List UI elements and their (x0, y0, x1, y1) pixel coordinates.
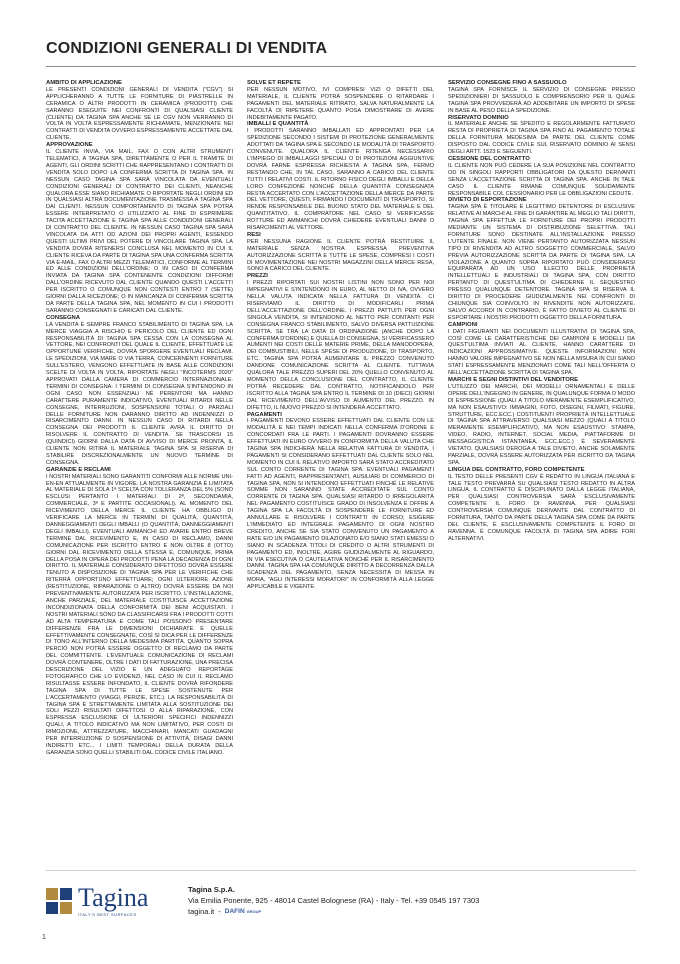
section-heading: PAGAMENTI (247, 411, 282, 418)
section-heading: DIVIETO DI ESPORTAZIONE (448, 197, 527, 204)
section-text: IL TESTO DELLE PRESENTI CGV È REDATTO IN LINGUA ITALIANA E TALE TESTO PREVARRÀ SU QUALSIASI TESTO REDATTO IN ALTRA LINGUA. IL CONTRATTO È DISCIPLINATO DALLA LEGGE ITALIANA, PER QUALSIASI CONTROVERSIA SARÀ ESCLUSIVAMENTE COMPETENTE IL FORO DI RAVENNA. PER QUALSIASI CONTROVERSIA COMUNQUE DERIVANTE DAL CONTRATTO DI FORNITURA, TANTO DA PARTE DELLA TAGINA SPA COME DA PARTE DEL CLIENTE, È ESCLUSIVAMENTE COMPETENTE IL FORO DI RAVENNA. È COMUNQUE FACOLTÀ DI TAGINA SPA ADIRE FORI ALTERNATIVI. (448, 473, 635, 542)
section-heading: CESSIONE DEL CONTRATTO (448, 155, 530, 162)
section-text: I PAGAMENTI DEVONO ESSERE EFFETTUATI DAL CLIENTE CON LE MODALITÀ E NEI TEMPI INDICATI NELLA CONFERMA D'ORDINE E CONCORDATI FRA LE PARTI. I PAGAMENTI DOVRANNO ESSERE EFFETTUATI IN EURO OVVERO IN CONFORMITÀ DELLA VALUTA CHE TAGINA SPA INDICHERÀ NELLA RELATIVA FATTURA DI VENDITA. I PAGAMENTI SI CONSIDERANO EFFETTUATI DAL CLIENTE SOLO NEL MOMENTO IN CUI IL RELATIVO IMPORTO SARÀ STATO ACCREDITATO SUL CONTO CORRENTE DI TAGINA SPA. EVENTUALI PAGAMENTI FATTI AD AGENTI, RAPPRESENTANTI, AUSILIARI DI COMMERCIO DI TAGINA SPA, NON SI INTENDONO EFFETTUATI FINCHÉ LE RELATIVE SOMME NON SARANNO STATE ACCREDITATE SUL CONTO CORRENTE DI TAGINA SPA. QUALSIASI RITARDO O IRREGOLARITÀ NEL PAGAMENTO COSTITUISCE GRADO DI INSOLVENZA E OFFRE A TAGINA SPA LA FACOLTÀ DI SOSPENDERE LE FORNITURE ED ANNULLARE E RISOLVERE I CONTRATTI IN CORSO; ESIGERE L'IMMEDIATO ED INTEGRALE PAGAMENTO DI OGNI NOSTRO CREDITO, ANCHE SE SIA STATO CONVENUTO UN PAGAMENTO A RATE E/O UN PAGAMENTO DILAZIONATO E/O SIANO STATI EMESSI O SIANO IN SCADENZA TITOLI DI CREDITO O ALTRI STRUMENTI DI PAGAMENTO ED, INOLTRE, AGIRE GIUDIZIALMENTE AL RIGUARDO, IN VIA ESECUTIVA O CAUTELATIVA NONCHÉ PER IL RISARCIMENTO DANNI. TAGINA SPA HA COMUNQUE DIRITTO A DECORRENZA DALLA SCADENZA DEL PAGAMENTO, SENZA NECESSITÀ DI MESSA IN MORA, "AGLI INTERESSI MORATORI" IN CONFORMITÀ ALLA LEGGE APPLICABILE E VIGENTE. (247, 418, 434, 591)
section-heading: SERVIZIO CONSEGNE FINO A SASSUOLO (448, 80, 567, 86)
company-info (188, 884, 479, 917)
column-1 (46, 80, 233, 860)
section-text: IL CLIENTE NON PUÒ CEDERE LA SUA POSIZIONE NEL CONTRATTO OD IN SINGOLI RAPPORTI OBBLIGATORI DA QUESTO DERIVANTI SENZA L'ACCETTAZIONE SCRITTA DI TAGINA SPA. ANCHE IN TALE CASO IL CLIENTE RIMANE COMUNQUE SOLIDAMENTE RESPONSABILE COL CESSIONARIO PER LE OBBLIGAZIONI CEDUTE. (448, 162, 635, 197)
footer-divider (46, 870, 636, 871)
tile-mark-icon (46, 888, 72, 914)
dafin-group-logo: DAFIN GROUP (224, 908, 262, 915)
brand-tagline: ITALY'S BEST SURFACES (78, 912, 137, 917)
section-text: PER NESSUNA RAGIONE IL CLIENTE POTRÀ RESTITUIRE IL MATERIALE SENZA NOSTRA ESPRESSA PREVENTIVA AUTORIZZAZIONE SCRITTA E TUTTE LE SPESE, COMPRESI I COSTI DI MOVIMENTAZIONE NEI NOSTRI MAGAZZINI DELLA MERCE RESA, SONO A CARICO DEL CLIENTE. (247, 238, 434, 273)
section-heading: MARCHI E SEGNI DISTINTIVI DEL VENDITORE (448, 376, 579, 383)
company-address: Via Emilia Ponente, 925 - 48014 Castel Bolognese (RA) - Italy - Tel. +39 0545 197 7303 (188, 896, 480, 905)
section-text: L'UTILIZZO DEI MARCHI, DEI MODELLI ORNAMENTALI E DELLE OPERE DELL'INGEGNO IN GENERE, IN QUALUNQUE FORMA O MODO DI ESPRESSIONE (QUALI A TITOLO MERAMENTE ESEMPLIFICATIVO, MA NON ESAUSTIVO: IMMAGINI, FOTO, DISEGNI, FILMATI, FIGURE, STRUTTURE, ECC.ECC.) COSTITUENTI PROPRIETÀ INTELLETTUALE DI TAGINA SPA ATTRAVERSO QUALSIASI MEZZO (QUALI A TITOLO MERAMENTE ESEMPLIFICATIVO, MA NON ESAUSTIVO: STAMPA, VIDEO, RADIO, INTERNET, SOCIAL MEDIA, PIATTAFORME DI MESSAGGISTICA ISTANTANEA, ECC.ECC.) È SEVERAMENTE VIETATO. QUALSIASI DEROGA A TALE DIVIETO, ANCHE SOLAMENTE PARZIALE, DOVRÀ ESSERE AUTORIZZATA PER ISCRITTO DA TAGINA SPA. (448, 383, 635, 466)
section-heading: IMBALLI E QUANTITÀ (247, 121, 309, 128)
section-text: LE PRESENTI CONDIZIONI GENERALI DI VENDITA ("CGV") SI APPLICHERANNO A TUTTE LE FORNITURE DI PIASTRELLE IN CERAMICA O ALTRI PRODOTTI IN CERAMICA (PRODOTTI) CHE SARANNO ESEGUITE NEI CONFRONTI DI QUALSIASI CLIENTE (CLIENTE) DA TAGINA SPA ANCHE SE LE CGV NON VERRANNO DI VOLTA IN VOLTA ESPRESSAMENTE RICHIAMATE, MENZIONATE NEI CONTRATTI DI VENDITA OVVERO ESPRESSAMENTE ACCETTATE DAL CLIENTE. (46, 86, 233, 142)
section-heading: GARANZIE E RECLAMI (46, 466, 111, 473)
brand-name: Tagina (78, 883, 149, 912)
section-text: I NOSTRI MATERIALI SONO GARANTITI CONFORMI ALLE NORME UNI-EN-EN ATTUALMENTE IN VIGORE. LA NOSTRA GARANZIA È LIMITATA AL MATERIALE DI SOLA 1ª SCELTA CON TOLLERANZA DEL 5% (SONO ESCLUSI PERTANTO I MATERIALI DI 2ª, SECONDAMIA, COMMERCIALE, 3ª E PARTITE OCCASIONALI). AL MOMENTO DEL RICEVIMENTO DELLA MERCE IL CLIENTE HA OBBLIGO DI VERIFICARE LA MERCE IN TERMINI DI QUALITÀ, QUANTITÀ, DANNEGGIAMENTI DEGLI IMBALLI (O QUANTITÀ, DANNEGGIAMENTI DEGLI IMBALLI). EVENTUALI AMMANCHI ED AVARIE ENTRO BREVE TERMINE DAL RICEVIMENTO E, IN CASO DI RECLAMO, DANNI COMUNICAZIONE PER ISCRITTO ENTRO E NON OLTRE 8 (OTTO) GIORNI DAL RICEVIMENTO DELLA STESSA E, COMUNQUE, PRIMA DELLA POSA IN OPERA DEI PRODOTTI PENA LA DECADENZA DI OGNI DIRITTO. IL MATERIALE CONSIDERATO DIFETTOSO DOVRÀ ESSERE TENUTO A DISPOSIZIONE DI TAGINA SPA PER LE VERIFICHE CHE RITERRÀ OPPORTUNO EFFETTUARE; OGNI ULTERIORE AZIONE (RESTITUZIONE, RIPARAZIONE O ALTRO) DOVRÀ ESSERE DA NOI PREVENTIVAMENTE AUTORIZZATA PER ISCRITTO. L'INSTALLAZIONE, ANCHE PARZIALE, DEL MATERIALE COSTITUISCE ACCETTAZIONE INCONDIZIONATA DELLA CONFORMITÀ DEI BENI ACQUISTATI. I NOSTRI MATERIALI SONO DA CLASSIFICARSI FRA I PRODOTTI COTTI AD ALTA TEMPERATURA E COME TALI POSSONO PRESENTARE DIFFERENZE FRA LE DIMENSIONI DICHIARATE E QUELLE EFFETTIVAMENTE CONSEGNATE, COSÌ SI DICA PER LE DIFFERENZE DI TONO ALL'INTERNO DELLA MEDESIMA PARTITA. QUANTO SOPRA PERCIÒ NON POTRÀ ESSERE OGGETTO DI RECLAMO DA PARTE DEL COMMITTENTE. L'EVENTUALE COMUNICAZIONE DI RECLAMI DOVRÀ CONTENERE, OLTRE I DATI DI FATTURAZIONE, UNA PRECISA DESCRIZIONE DEL VIZIO E UN ADEGUATO REPORTAGE FOTOGRAFICO CHE LO EVIDENZI, NEL CASO IN CUI IL RECLAMO RISULTASSE ESSERE INFONDATO, IL CLIENTE DOVRÀ RIFONDERE TAGINA SPA DI TUTTE LE SPESE SOSTENUTE PER L'ACCERTAMENTO (VIAGGI, PERIZIE, ETC.). LA RESPONSABILITÀ DI TAGINA SPA È STRETTAMENTE LIMITATA ALLA SOSTITUZIONE DEI SOLI PEZZI RISULTATI DIFETTOSI O ALLA RIPARAZIONE, CON ESPRESSA ESCLUSIONE DI ULTERIORI SPECIFICI INDENNIZZI QUALI, A TITOLO INDICATIVO MA NON LIMITATIVO, PER COSTI DI RIMOZIONE, ATTREZZATURE, MACCHINARI, MANCATI GUADAGNI PER INTERRUZIONE O SOSPENSIONE DI ATTIVITÀ, DISAGI DANNI INDIRETTI ETC... I LIMITI TEMPORALI DELLA DURATA DELLA GARANZIA SONO QUELLI STABILITI DAL CODICE CIVILE ITALIANO. (46, 473, 233, 756)
company-name: Tagina S.p.A. (188, 885, 235, 894)
section-text: I PREZZI RIPORTATI SUI NOSTRI LISTINI NON SONO PER NOI IMPEGNATIVI E S'INTENDONO IN EURO, AL NETTO DI IVA, OVVERO NELLA VALUTA INDICATA NELLA FATTURA DI VENDITA. CI RISERVIAMO IL DIRITTO DI MODIFICARLI PRIMA DELL'ACCETTAZIONE DELL'ORDINE. I PREZZI PATTUITI PER OGNI SINGOLA VENDITA, SI INTENDONO AL NETTO PER CONTANTI PER CONSEGNA FRANCO STABILIMENTO, SALVO DIVERSA PATTUIZIONE SCRITTA. SE TRA LA DATA DI ORDINAZIONE (ANCHE DOPO LA CONFERMA D'ORDINE) E QUELLA DI CONSEGNA, SI VERIFICASSERO AUMENTI NEI COSTI DELLE MATERIE PRIME, DELLA MANODOPERA, DEI COMBUSTIBILI, NELLE SPESE DI PRODUZIONE, DI TRASPORTO, ETC. TAGINA SPA POTRÀ AUMENTARE IL PREZZO CONVENUTO DANDONE COMUNICAZIONE SCRITTA AL CLIENTE. TUTTAVIA QUALORA TALE PREZZO SUPERI DEL 20% QUELLO CONVENUTO AL MOMENTO DELLA CONCLUSIONE DEL CONTRATTO, IL CLIENTE POTRÀ RECEDERE DAL CONTRATTO, NOTIFICANDOLO PER ISCRITTO ALLA TAGINA SPA ENTRO IL TERMINE DI 10 (DIECI) GIORNI DAL RICEVIMENTO DELL'AVVISO DI AUMENTO DEL PREZZO. IN DIFETTO, IL NUOVO PREZZO SI INTENDERÀ ACCETTATO. (247, 280, 434, 411)
page-number: 1 (42, 934, 46, 941)
separator: - (218, 907, 221, 916)
title-divider (46, 66, 636, 67)
brand-wordmark (78, 885, 148, 917)
section-heading: APPROVAZIONE (46, 142, 93, 149)
section-heading: PREZZI (247, 273, 268, 280)
section-heading: CAMPIONI (448, 321, 478, 328)
section-text: I PRODOTTI SARANNO IMBALLATI ED APPRONTATI PER LA SPEDIZIONE SECONDO I SISTEMI DI PROTEZIONE GENERALMENTE ADOTTATI DA TAGINA SPA E SECONDO LE MODALITÀ DI TRASPORTO CONVENUTE. QUALORA IL CLIENTE RITENGA NECESSARIO L'IMPIEGO DI IMBALLAGGI SPECIALI O DI PROTEZIONI AGGIUNTIVE DOVRÀ FARNE ESPRESSA RICHIESTA A TAGINA SPA, FERMO RESTANDO CHE, IN TAL CASO, SARANNO A CARICO DEL CLIENTE TUTTI I RELATIVI COSTI. IL RITORNO FISICO DEGLI IMBALLI E DELLA LORO CONFEZIONE NONCHÉ DELLA QUANTITÀ CONSEGNATA RESTA ACCERTATO CON L'ACCETTAZIONE DELLA MERCE DA PARTE DEL VETTORE, QUESTI, FIRMANDO I DOCUMENTI DI TRASPORTO, SI RENDE RESPONSABILE DEL BUONO STATO DEL MATERIALE E DEL QUANTITATIVO. IL COMPRATORE NEL CASO SI VERIFICASSE ROTTURE ED AMMANCHI DOVRÀ CHIEDERE EVENTUALI DANNI O RISARCIMENTI AL VETTORE. (247, 128, 434, 232)
section-text: PER NESSUN MOTIVO, IVI COMPRESI VIZI O DIFETTI DEL MATERIALE, IL CLIENTE POTRÀ SOSPENDERE O RITARDARE I PAGAMENTI DEL MATERIALE RITIRATO, SALVA NATURALMENTE LA FACOLTÀ DI RIPETERE QUANTO POSA DIMOSTRARE DI AVERE INDEBITAMENTE PAGATO. (247, 86, 434, 121)
section-heading: SOLVE ET REPETE (247, 80, 301, 86)
conditions-body (46, 80, 636, 860)
section-heading: RISERVATO DOMINIO (448, 114, 509, 121)
section-heading: AMBITO DI APPLICAZIONE (46, 80, 122, 86)
page-title: CONDIZIONI GENERALI DI VENDITA (46, 40, 328, 57)
section-heading: CONSEGNA (46, 314, 81, 321)
section-text: IL MATERIALE ANCHE SE SPEDITO E REGOLARMENTE FATTURATO RESTA DI PROPRIETÀ DI TAGINA SPA FINO AL PAGAMENTO TOTALE DELLA FORNITURA MEDESIMA DA PARTE DEL CLIENTE COME DISPOSTO DAL CODICE CIVILE SUL RISERVATO DOMINIO AI SENSI DEGLI ARTT. 1523 E SEGUENTI. (448, 121, 635, 156)
section-text: TAGINA SPA FORNISCE IL SERVIZIO DI CONSEGNE PRESSO SPEDIZIONIERI DI SASSUOLO E COMPRENSORIO PER IL QUALE TAGINA SPA PROVVEDERÀ AD ADDEBITARE UN IMPORTO DI SPESE IN BASE AL PESO DELLA SPEDIZIONE. (448, 86, 635, 114)
section-text: IL CLIENTE INVIA, VIA MAIL, FAX O CON ALTRI STRUMENTI TELEMATICI, A TAGINA SPA, DIRETTAMENTE O PER IL TRAMITE DI AGENTI, GLI ORDINI SCRITTI CHE RAPPRESENTANO I CONTRATTI DI VENDITA SOLO DOPO LA CONFERMA SCRITTA DI TAGINA SPA. IN NESSUN CASO TAGINA SPA SARÀ VINCOLATA DA EVENTUALI CONDIZIONI GENERALI DI CONTRATTO DEI CLIENTI, NEANCHE QUALORA ESSE SIANO RICHIAMATE O RIPORTATE NEGLI ORDINI ED IN QUALSIASI ALTRA DOCUMENTAZIONE TRASMESSA A TAGINA SPA DAI CLIENTI. NESSUN COMPORTAMENTO DI TAGINA SPA POTRÀ ESSERE INTERPRETATO O UTILIZZATO AL FINE DI ESPRIMERE TACITA ACCETTAZIONE E TAGINA SPA ALLE CONDIZIONI GENERALI DI CONTRATTO DEL CLIENTE. IN NESSUN CASO TAGINA SPA SARÀ VINCOLATA DA ATTI OD AZIONI DEI PROPRI AGENTI, ESSENDO QUESTI ULTIMI PRIVI DEL POTERE DI VINCOLARE TAGINA SPA. LA VENDITA DOVRÀ RITENERSI CONCLUSA NEL MOMENTO IN CUI IL CLIENTE RICEVA DA PARTE DI TAGINA SPA UNA CONFERMA SCRITTA VIA E-MAIL, FAX O ALTRI MEZZI TELEMATICI, CONFORME AL TERMINI ED ALLE CONDIZIONI DELL'ORDINE; O IN CASO DI CONFERMA INVIATA DA TAGINA SPA CONTENENTE CONDIZIONI DIFFORMI DALL'ORDINE RICEVUTO DAL CLIENTE QUANDO QUESTI L'ACCETTI PER ISCRITTO O COMUNQUE NON CONTESTI ENTRO 7 (SETTE) GIORNI DALLA RICEZIONE; O IN MANCANZA DI CONFERMA SCRITTA DA PARTE DELLA TAGINA SPA, NEL MOMENTO IN CUI I PRODOTTI SARANNO CONSEGNATI E CARICATI DAL CLIENTE. (46, 149, 233, 314)
section-text: LA VENDITA È SEMPRE FRANCO STABILIMENTO DI TAGINA SPA. LA MERCE VIAGGIA A RISCHIO E PERICOLO DEL CLIENTE ED OGNI RESPONSABILITÀ DI TAGINA SPA CESSA CON LA CONSEGNA AL VETTORE, NEI CONFRONTI DEL QUALE IL CLIENTE, EFFETTUATE LE OPPORTUNE VERIFICHE, DOVRÀ SPORGERE EVENTUALI RECLAMI. LE SPEDIZIONI, VIA MARE O VIA TERRA, CONCERNENTI FORNITURE SULL'ESTERO, VENGONO EFFETTUATE IN BASE ALLE CONDIZIONI SCELTE DI VOLTA IN VOLTA, RIPORTATE NEGLI "INCOTERMS 2020" APPROVATI DALLA CAMERA DI COMMERCIO INTERNAZIONALE. TERMINI DI CONSEGNA: I TERMINI DI CONSEGNA S'INTENDONO IN OGNI CASO NON ESSENZIALI NÉ PERENTORI MA HANNO CARATTERE PURAMENTE INDICATIVO, EVENTUALI RITARDI NELLE CONSEGNE, INTERRUZIONI, SOSPENSIONI TOTALI O PARZIALI DELLE FORNITURE NON DARANNO DIRITTO AD INDENNIZZI O RISARCIMENTO DANNI. IN NESSUN CASO DI RITARDI NELLA CONSEGNA DEI PRODOTTI IL CLIENTE AVRÀ IL DIRITTO DI RISOLVERE IL CONTRATTO DI VENDITA. SE TRASCORSI 15 (QUINDICI) GIORNI DALLA DATA DI AVVISO DI MERCE PRONTA, IL CLIENTE NON RITIRA IL MATERIALE TAGINA SPA SI RISERVA DI STABILIRE DISCREZIONALMENTE UN NUOVO TERMINE DI CONSEGNA. (46, 321, 233, 466)
tagina-logo (46, 883, 174, 919)
column-2 (247, 80, 434, 860)
website-row (188, 906, 479, 917)
column-3 (448, 80, 635, 860)
section-text: I DATI FIGURANTI NEI DOCUMENTI ILLUSTRATIVI DI TAGINA SPA, COSÌ COME LE CARATTERISTICHE DEI CAMPIONI E MODELLI DA QUEST'ULTIMA INVIATI AL CLIENTE, HANNO CARATTERE DI INDICAZIONI APPROSSIMATIVE. QUESTE INFORMAZIONI NON HANNO VALORE IMPEGNATIVO SE NON NELLA MISURA IN CUI SIANO STATI ESPRESSAMENTE MENZIONATI COME TALI NELL'OFFERTA O NELL'ACCETTAZIONE SCRITTA DI TAGINA SPA. (448, 328, 635, 377)
section-heading: LINGUA DEL CONTRATTO, FORO COMPETENTE (448, 466, 585, 473)
section-heading: RESI (247, 231, 261, 238)
website-link[interactable]: tagina.it (188, 907, 215, 916)
section-text: TAGINA SPA È TITOLARE E LEGITTIMO DETENTORE DI ESCLUSIVE RELATIVE AI MARCHI AL FINE DI GARANTIRE AL MEGLIO TALI DIRITTI, TAGINA SPA EFFETTUA LE FORNITURE DEI PROPRI PRODOTTI MEDIANTE UN SISTEMA DI DISTRIBUZIONE SELETTIVA. TALI FORNITURE SONO DESTINATE ALL'INSTALLAZIONE PRESSO L'UTENTE FINALE. NON VIENE PERTANTO AUTORIZZATA NESSUN TIPO DI RIVENDITA AD ALTRO SOGGETTO COMMERCIALE, SALVO PREVIA AUTORIZZAZIONE SCRITTA DA PARTE DI TAGINA SPA. LA VIOLAZIONE A QUANTO SOPRA RIPORTATO PUÒ CONSIDERARSI EQUIPARATA AD UN USO ILLECITO DELLE PROPRIETÀ INTELLETTUALI E INDUSTRIALI DI TAGINA SPA, CON DIRITTO PERTANTO DI QUEST'ULTIMA DI CHIEDERNE IL SEQUESTRO PRESSO QUALUNQUE DETENTORE. TAGINA SPA SI RISERVA IL DIRITTO DI PROCEDERE GIUDIZIALMENTE NEI CONFRONTI DI CHIUNQUE SIA COINVOLTO IN RIVENDITE NON AUTORIZZATE. SALVO ACCORDI IN CONTRARIO, È FATTO DIVIETO AL CLIENTE DI ESPORTARE I NOSTRI PRODOTTI OGGETTO DELLA FORNITURA. (448, 204, 635, 321)
